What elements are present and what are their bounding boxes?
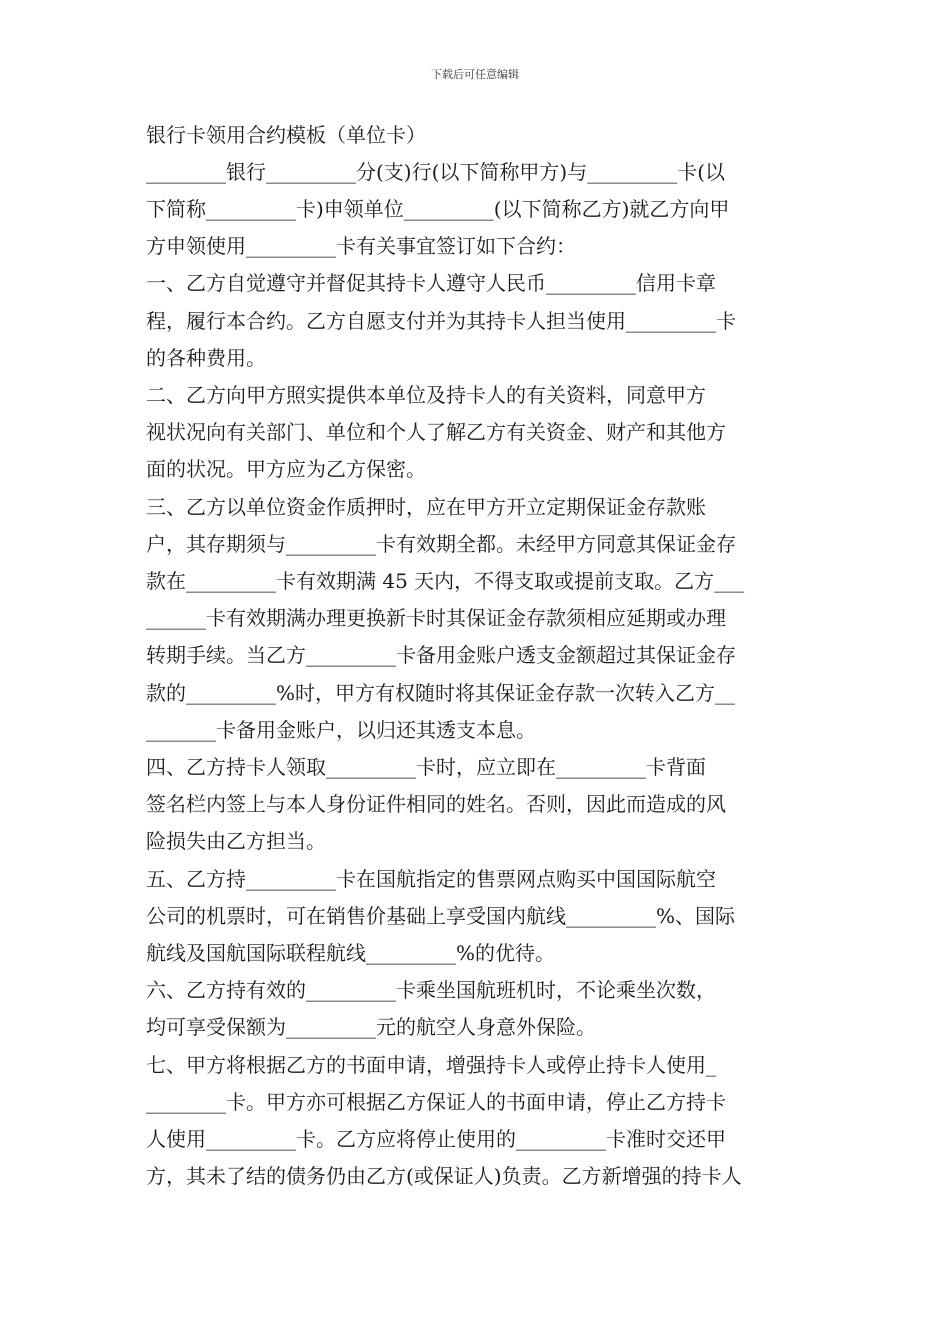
text-line: 一、乙方自觉遵守并督促其持卡人遵守人民币_________信用卡章 (146, 271, 716, 295)
text-line: 面的状况。甲方应为乙方保密。 (146, 457, 426, 481)
text-line: 险损失由乙方担当。 (146, 829, 326, 853)
text-line: 航线及国航国际联程航线_________%的优待。 (146, 941, 556, 965)
text-line: 均可享受保额为_________元的航空人身意外保险。 (146, 1015, 596, 1039)
text-line: 七、甲方将根据乙方的书面申请，增强持卡人或停止持卡人使用_ (146, 1053, 716, 1077)
text-line: 三、乙方以单位资金作质押时，应在甲方开立定期保证金存款账 (146, 495, 706, 519)
text-line: 程，履行本合约。乙方自愿支付并为其持卡人担当使用_________卡 (146, 309, 736, 333)
text-line: 方，其未了结的债务仍由乙方(或保证人)负责。乙方新增强的持卡人 (146, 1164, 742, 1188)
text-line: 方申领使用_________卡有关事宜签订如下合约： (146, 234, 576, 258)
text-line: 二、乙方向甲方照实提供本单位及持卡人的有关资料，同意甲方 (146, 383, 706, 407)
text-line: 人使用_________卡。乙方应将停止使用的_________卡准时交还甲 (146, 1127, 726, 1151)
text-line: 签名栏内签上与本人身份证件相同的姓名。否则，因此而造成的风 (146, 792, 726, 816)
text-line: 五、乙方持_________卡在国航指定的售票网点购买中国国际航空 (146, 867, 716, 891)
text-line: _______卡备用金账户，以归还其透支本息。 (146, 718, 536, 742)
page-header: 下载后可任意编辑 (431, 68, 519, 81)
document-title: 银行卡领用合约模板（单位卡） (146, 123, 426, 147)
text-line: 户，其存期须与_________卡有效期全都。未经甲方同意其保证金存 (146, 532, 736, 556)
text-line: 六、乙方持有效的_________卡乘坐国航班机时，不论乘坐次数， (146, 978, 716, 1002)
text-line: 款在_________卡有效期满 45 天内，不得支取或提前支取。乙方___ (146, 569, 745, 593)
text-line: 四、乙方持卡人领取_________卡时，应立即在_________卡背面 (146, 755, 706, 779)
text-line: 下简称_________卡)申领单位_________(以下简称乙方)就乙方向甲 (146, 197, 730, 221)
text-line: 视状况向有关部门、单位和个人了解乙方有关资金、财产和其他方 (146, 420, 726, 444)
text-line: 款的_________%时，甲方有权随时将其保证金存款一次转入乙方__ (146, 681, 736, 705)
text-line: 转期手续。当乙方_________卡备用金账户透支金额超过其保证金存 (146, 643, 736, 667)
text-line: ______卡有效期满办理更换新卡时其保证金存款须相应延期或办理 (146, 606, 726, 630)
text-line: 公司的机票时，可在销售价基础上享受国内航线_________%、国际 (146, 904, 736, 928)
text-line: ________银行_________分(支)行(以下简称甲方)与_________卡(以 (146, 160, 726, 184)
text-line: ________卡。甲方亦可根据乙方保证人的书面申请，停止乙方持卡 (146, 1090, 726, 1114)
text-line: 的各种费用。 (146, 346, 266, 370)
